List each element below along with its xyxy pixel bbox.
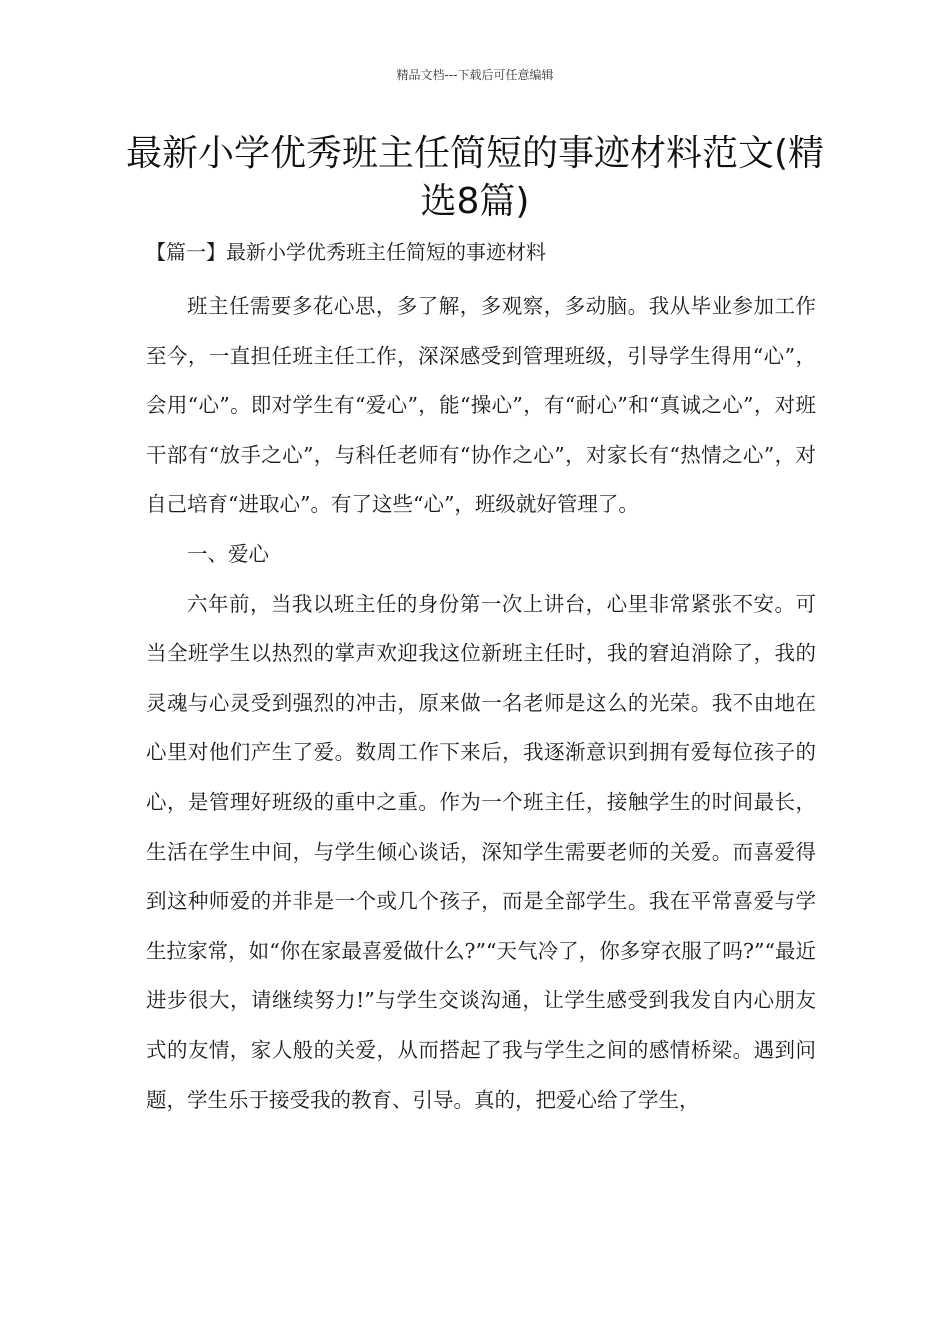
section-heading: 【篇一】最新小学优秀班主任简短的事迹材料 — [146, 240, 546, 264]
document-title: 最新小学优秀班主任简短的事迹材料范文(精选8篇) — [125, 133, 825, 222]
header-note: 精品文档---下载后可任意编辑 — [396, 68, 554, 82]
paragraph-intro: 班主任需要多花心思，多了解，多观察，多动脑。我从毕业参加工作至今，一直担任班主任工作，深深感受到管理班级，引导学生得用“心”，会用“心”。即对学生有“爱心”，能“操心”，有“耐心”和“真诚之心”，对班干部有“放手之心”，与科任老师有“协作之心”，对家长有“热情之心”，对自己培育“进取心”。有了这些“心”，班级就好管理了。 — [146, 294, 816, 517]
paragraph-subheading-love: 一、爱心 — [187, 541, 269, 566]
document-body — [146, 282, 816, 1125]
paragraph-love: 六年前，当我以班主任的身份第一次上讲台，心里非常紧张不安。可当全班学生以热烈的掌声欢迎我这位新班主任时，我的窘迫消除了，我的灵魂与心灵受到强烈的冲击，原来做一名老师是这么的光荣。我不由地在心里对他们产生了爱。数周工作下来后，我逐渐意识到拥有爱每位孩子的心，是管理好班级的重中之重。作为一个班主任，接触学生的时间最长，生活在学生中间，与学生倾心谈话，深知学生需要老师的关爱。而喜爱得到这种师爱的并非是一个或几个孩子，而是全部学生。我在平常喜爱与学生拉家常，如“你在家最喜爱做什么?”“天气冷了，你多穿衣服了吗?”“最近进步很大，请继续努力!”与学生交谈沟通，让学生感受到我发自内心朋友式的友情，家人般的关爱，从而搭起了我与学生之间的感情桥梁。遇到问题，学生乐于接受我的教育、引导。真的，把爱心给了学生， — [146, 591, 816, 1112]
